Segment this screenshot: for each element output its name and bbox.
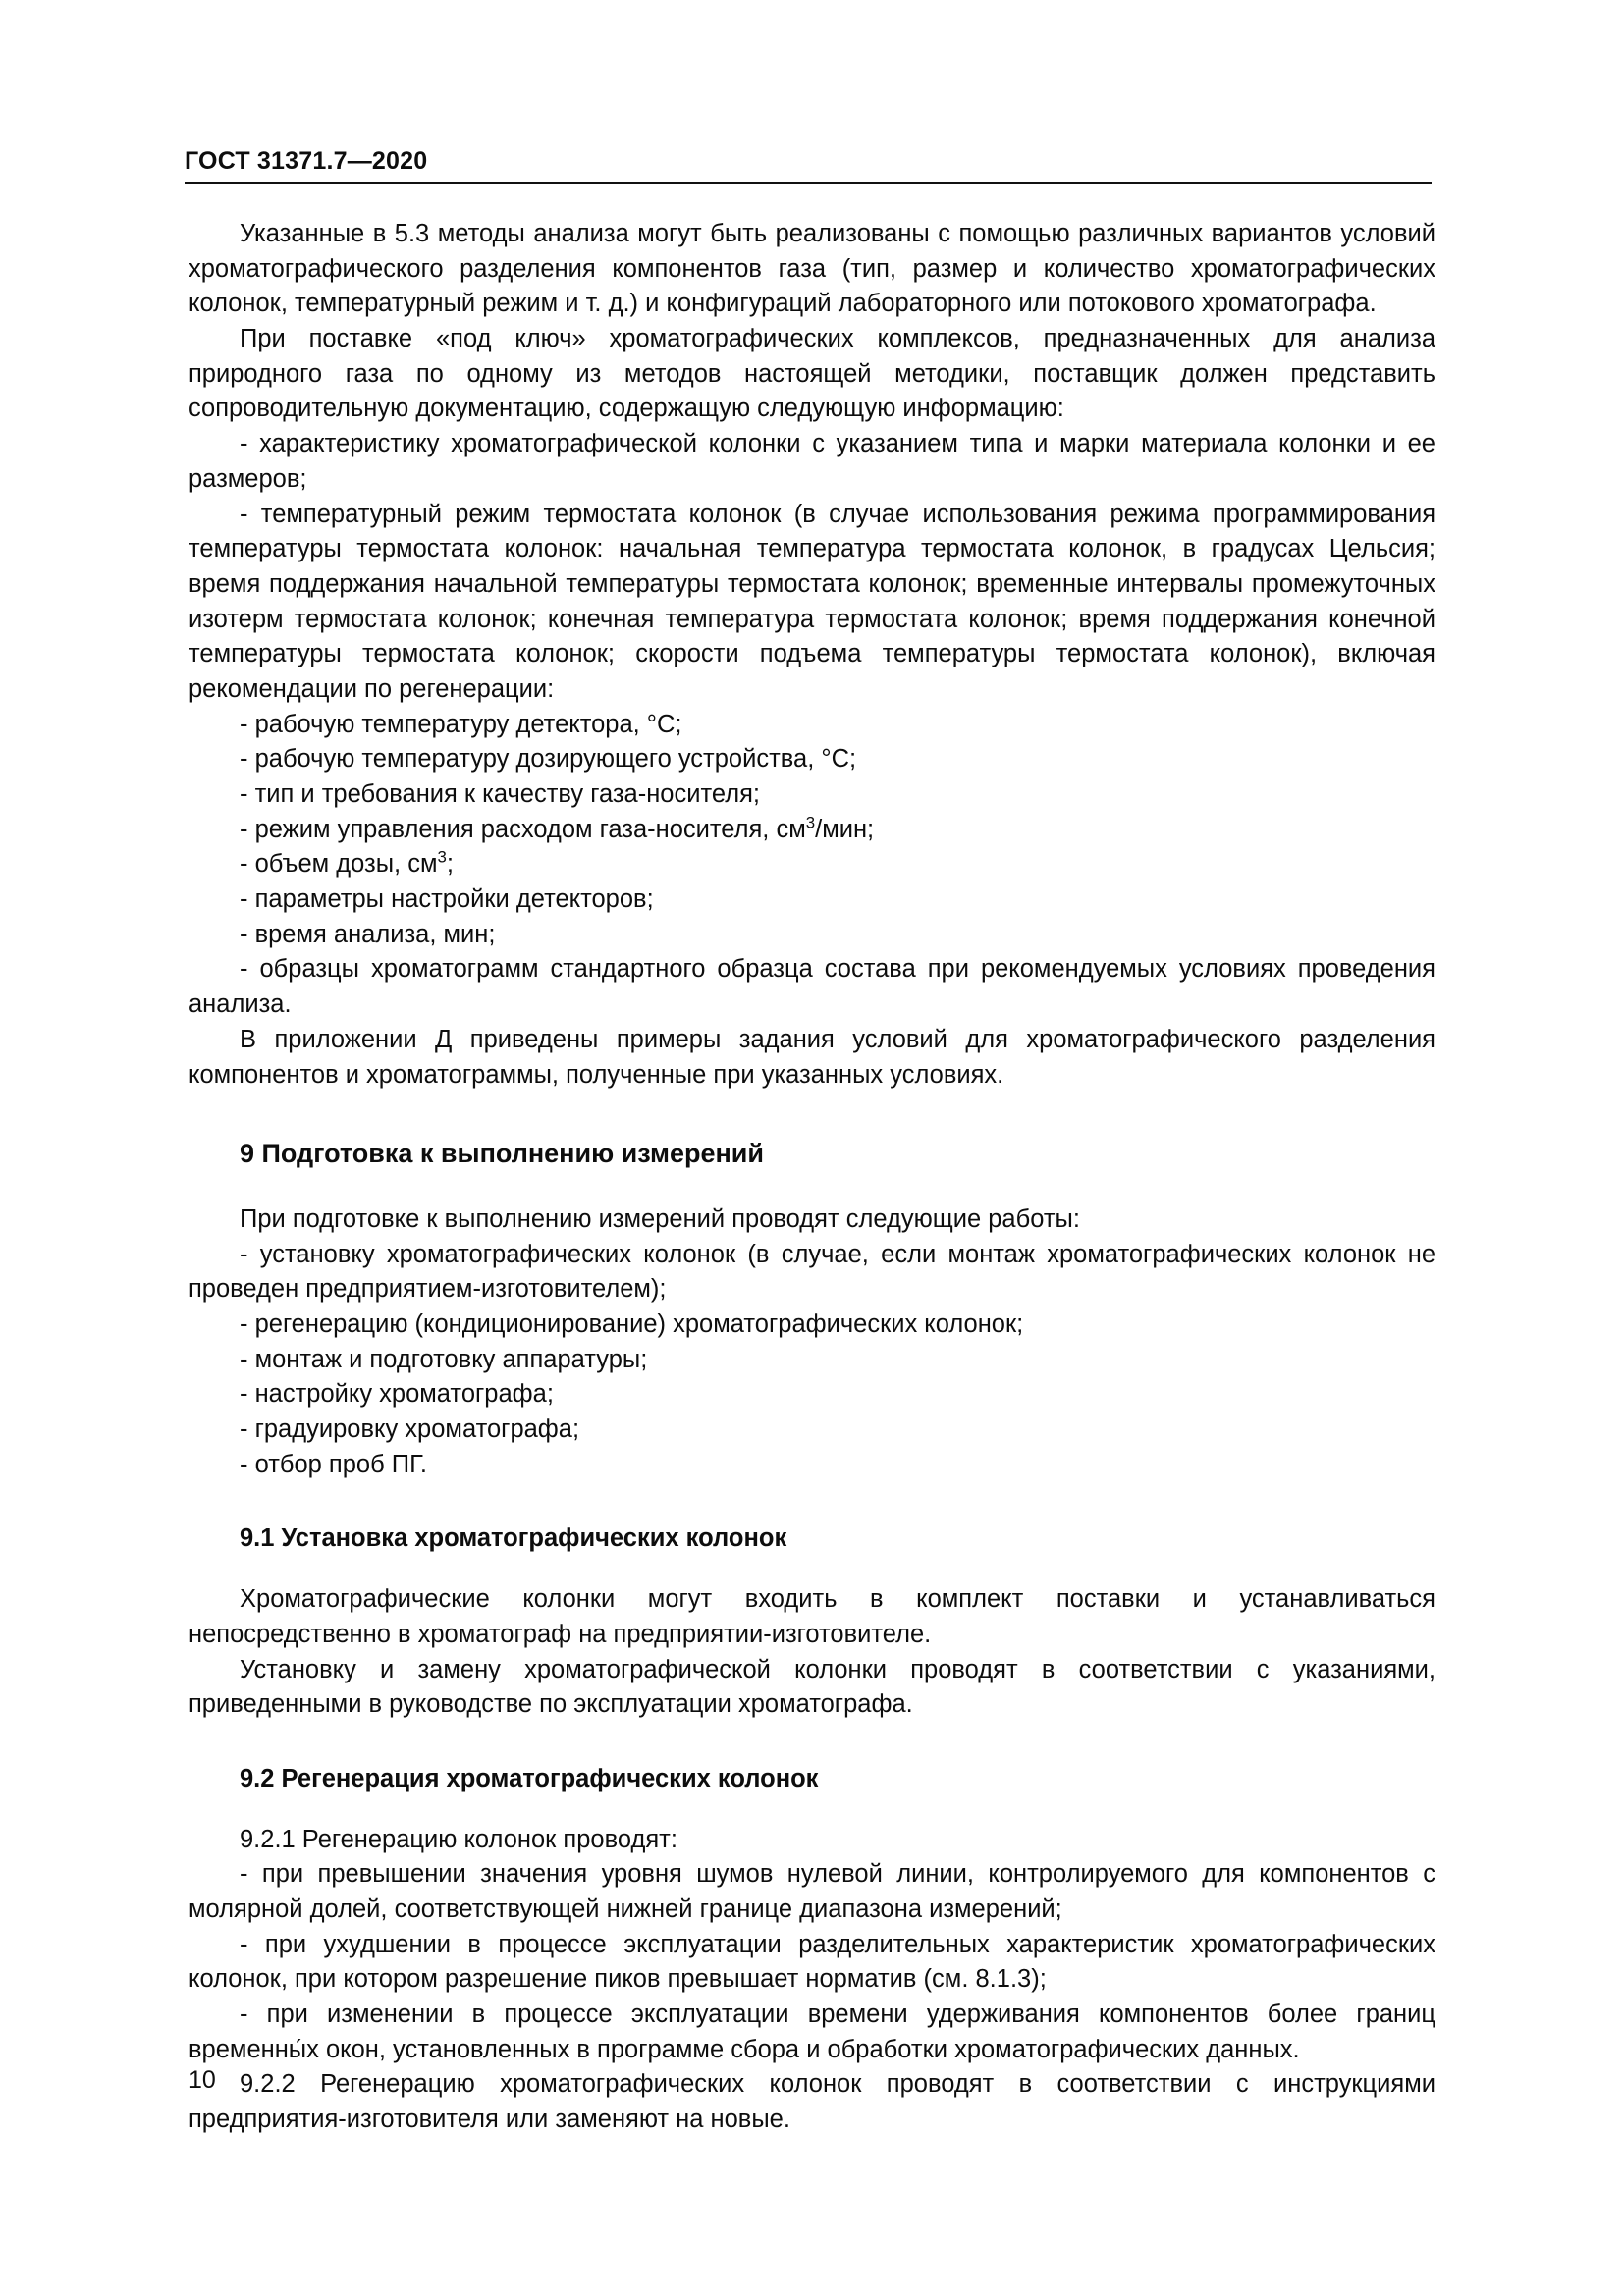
section-9-2-item-retention: - при изменении в процессе эксплуатации времени удерживания компонентов более границ временны́х окон, установленных в программе сбора и обработки хроматографических данных. bbox=[189, 2001, 1435, 2063]
list-item-dosing-temperature: - рабочую температуру дозирующего устройства, °С; bbox=[240, 745, 857, 774]
section-9-2-2: 9.2.2 Регенерацию хроматографических колонок проводят в соответствии с инструкциями предприятия-изготовителя или заменяют на новые. bbox=[189, 2070, 1435, 2134]
page-body bbox=[189, 217, 1435, 2138]
section-9-item-calibration: - градуировку хроматографа; bbox=[240, 1415, 580, 1444]
list-item-analysis-time: - время анализа, мин; bbox=[240, 920, 496, 948]
section-9-intro: При подготовке к выполнению измерений проводят следующие работы: bbox=[240, 1204, 1080, 1233]
section-9-2-1: 9.2.1 Регенерацию колонок проводят: bbox=[240, 1825, 677, 1853]
flow-suffix: /мин; bbox=[815, 815, 875, 843]
paragraph-turnkey-delivery: При поставке «под ключ» хроматографических комплексов, предназначенных для анализа природного газа по одному из методов настоящей методики, поставщик должен представить сопроводительную документацию, содержащую следующую информацию: bbox=[189, 325, 1435, 423]
flow-superscript: 3 bbox=[805, 813, 816, 832]
dose-prefix: - объем дозы, см bbox=[240, 850, 438, 879]
section-9-1-title: 9.1 Установка хроматографических колонок bbox=[240, 1524, 787, 1553]
list-item-column-characteristics: - характеристику хроматографической колонки с указанием типа и марки материала колонки и ее размеров; bbox=[189, 430, 1435, 493]
list-item-dose-volume bbox=[189, 847, 1435, 882]
section-9-item-tuning: - настройку хроматографа; bbox=[240, 1380, 554, 1409]
list-item-chromatogram-samples: - образцы хроматограмм стандартного образца состава при рекомендуемых условиях проведения анализа. bbox=[189, 955, 1435, 1019]
section-9-1-paragraph-1: Хроматографические колонки могут входить в комплект поставки и устанавливаться непосредственно в хроматограф на предприятии-изготовителе. bbox=[189, 1585, 1435, 1648]
list-item-carrier-gas-quality: - тип и требования к качеству газа-носителя; bbox=[240, 780, 760, 808]
section-9-1-paragraph-2: Установку и замену хроматографической колонки проводят в соответствии с указаниями, приведенными в руководстве по эксплуатации хроматографа. bbox=[189, 1655, 1435, 1719]
section-9-title: 9 Подготовка к выполнению измерений bbox=[240, 1139, 764, 1169]
flow-prefix: - режим управления расходом газа-носителя, см bbox=[240, 815, 806, 843]
dose-suffix: ; bbox=[446, 850, 454, 879]
list-item-temperature-mode: - температурный режим термостата колонок (в случае использования режима программирования температуры термостата колонок: начальная температура термостата колонок, в градусах Цельсия; время поддержания начальной температуры термостата колонок; временные интервалы промежуточных изотерм термостата колонок; конечная температура термостата колонок; время поддержания конечной температуры термостата колонок; скорости подъема температуры термостата колонок), включая рекомендации по регенерации: bbox=[189, 500, 1435, 703]
section-9-item-sampling: - отбор проб ПГ. bbox=[240, 1450, 427, 1478]
section-9-2-item-noise: - при превышении значения уровня шумов нулевой линии, контролируемого для компонентов с молярной долей, соответствующей нижней границе диапазона измерений; bbox=[189, 1860, 1435, 1923]
list-item-detector-temperature: - рабочую температуру детектора, °С; bbox=[240, 710, 682, 738]
section-9-item-regeneration: - регенерацию (кондиционирование) хроматографических колонок; bbox=[240, 1310, 1024, 1339]
list-item-detector-settings: - параметры настройки детекторов; bbox=[240, 885, 654, 914]
dose-superscript: 3 bbox=[437, 847, 447, 867]
section-9-2-item-separation: - при ухудшении в процессе эксплуатации разделительных характеристик хроматографических колонок, при котором разрешение пиков превышает норматив (см. 8.1.3); bbox=[189, 1930, 1435, 1994]
section-9-2-title: 9.2 Регенерация хроматографических колонок bbox=[240, 1764, 819, 1792]
paragraph-intro-methods: Указанные в 5.3 методы анализа могут быть реализованы с помощью различных вариантов условий хроматографического разделения компонентов газа (тип, размер и количество хроматографических колонок, температурный режим и т. д.) и конфигураций лабораторного или потокового хроматографа. bbox=[189, 220, 1435, 318]
page-number: 10 bbox=[189, 2066, 216, 2094]
section-9-item-assembly: - монтаж и подготовку аппаратуры; bbox=[240, 1345, 648, 1373]
paragraph-appendix-d: В приложении Д приведены примеры задания условий для хроматографического разделения компонентов и хроматограммы, полученные при указанных условиях. bbox=[189, 1025, 1435, 1089]
list-item-carrier-gas-flow bbox=[189, 813, 1435, 848]
page-header: ГОСТ 31371.7—2020 bbox=[185, 147, 1432, 184]
section-9-item-installation: - установку хроматографических колонок (в случае, если монтаж хроматографических колонок не проведен предприятием-изготовителем); bbox=[189, 1240, 1435, 1304]
